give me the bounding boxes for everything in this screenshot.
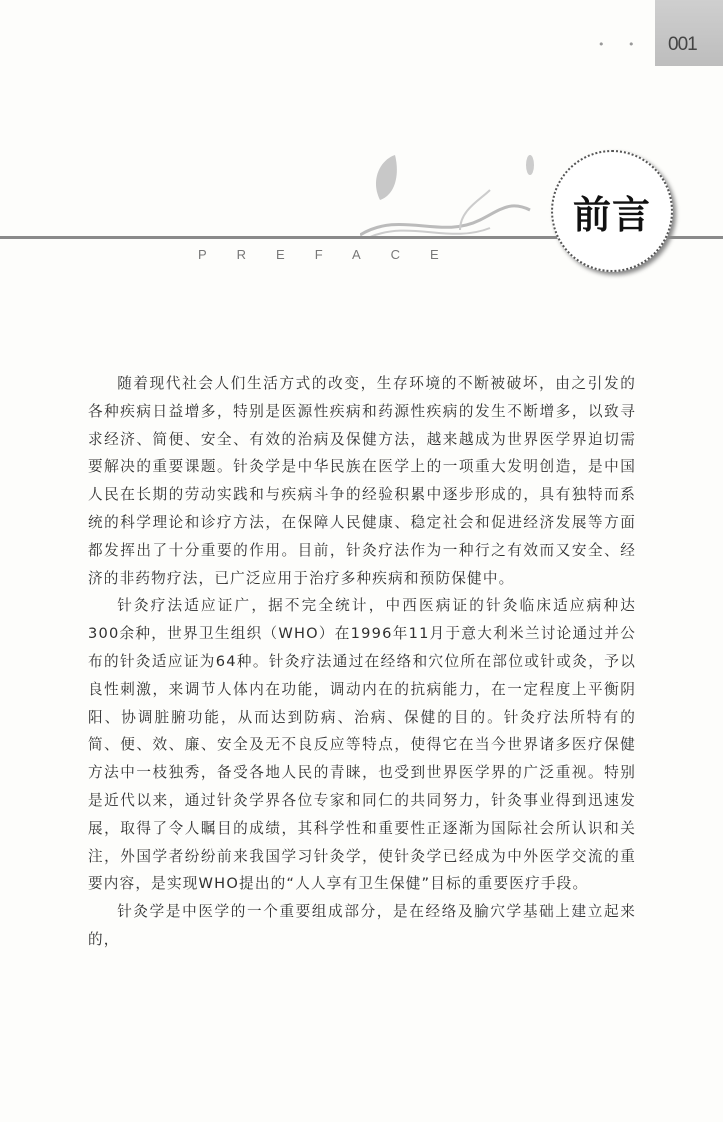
paragraph: 针灸疗法适应证广，据不完全统计，中西医病证的针灸临床适应病种达300余种，世界卫生组织（WHO）在1996年11月于意大利米兰讨论通过并公布的针灸适应证为64种。针灸疗法通过在经络和穴位所在部位或针或灸，予以良性刺激，来调节人体内在功能，调动内在的抗病能力，在一定程度上平衡阴阳、协调脏腑功能，从而达到防病、治病、保健的目的。针灸疗法所特有的简、便、效、廉、安全及无不良反应等特点，使得它在当今世界诸多医疗保健方法中一枝独秀，备受各地人民的青睐，也受到世界医学界的广泛重视。特别是近代以来，通过针灸学界各位专家和同仁的共同努力，针灸事业得到迅速发展，取得了令人瞩目的成绩，其科学性和重要性正逐渐为国际社会所认识和关注，外国学者纷纷前来我国学习针灸学，使针灸学已经成为中外医学交流的重要内容，是实现WHO提出的“人人享有卫生保健”目标的重要医疗手段。 xyxy=(88,597,636,893)
header-dots: • • xyxy=(598,38,645,51)
paragraph: 随着现代社会人们生活方式的改变，生存环境的不断被破坏，由之引发的各种疾病日益增多，特别是医源性疾病和药源性疾病的发生不断增多，以致寻求经济、简便、安全、有效的治病及保健方法，越来越成为世界医学界迫切需要解决的重要课题。针灸学是中华民族在医学上的一项重大发明创造，是中国人民在长期的劳动实践和与疾病斗争的经验积累中逐步形成的，具有独特而系统的科学理论和诊疗方法，在保障人民健康、稳定社会和促进经济发展等方面都发挥出了十分重要的作用。目前，针灸疗法作为一种行之有效而又安全、经济的非药物疗法，已广泛应用于治疗多种疾病和预防保健中。 xyxy=(88,375,636,587)
page-number: 001 xyxy=(668,34,697,55)
floral-decoration-icon xyxy=(360,140,560,240)
body-text xyxy=(88,370,636,954)
page-subtitle: PREFACE xyxy=(198,247,469,262)
page-number-tab xyxy=(655,0,723,66)
page-title: 前言 xyxy=(572,191,651,237)
title-badge xyxy=(551,150,673,272)
paragraph: 针灸学是中医学的一个重要组成部分，是在经络及腧穴学基础上建立起来的， xyxy=(88,903,636,948)
